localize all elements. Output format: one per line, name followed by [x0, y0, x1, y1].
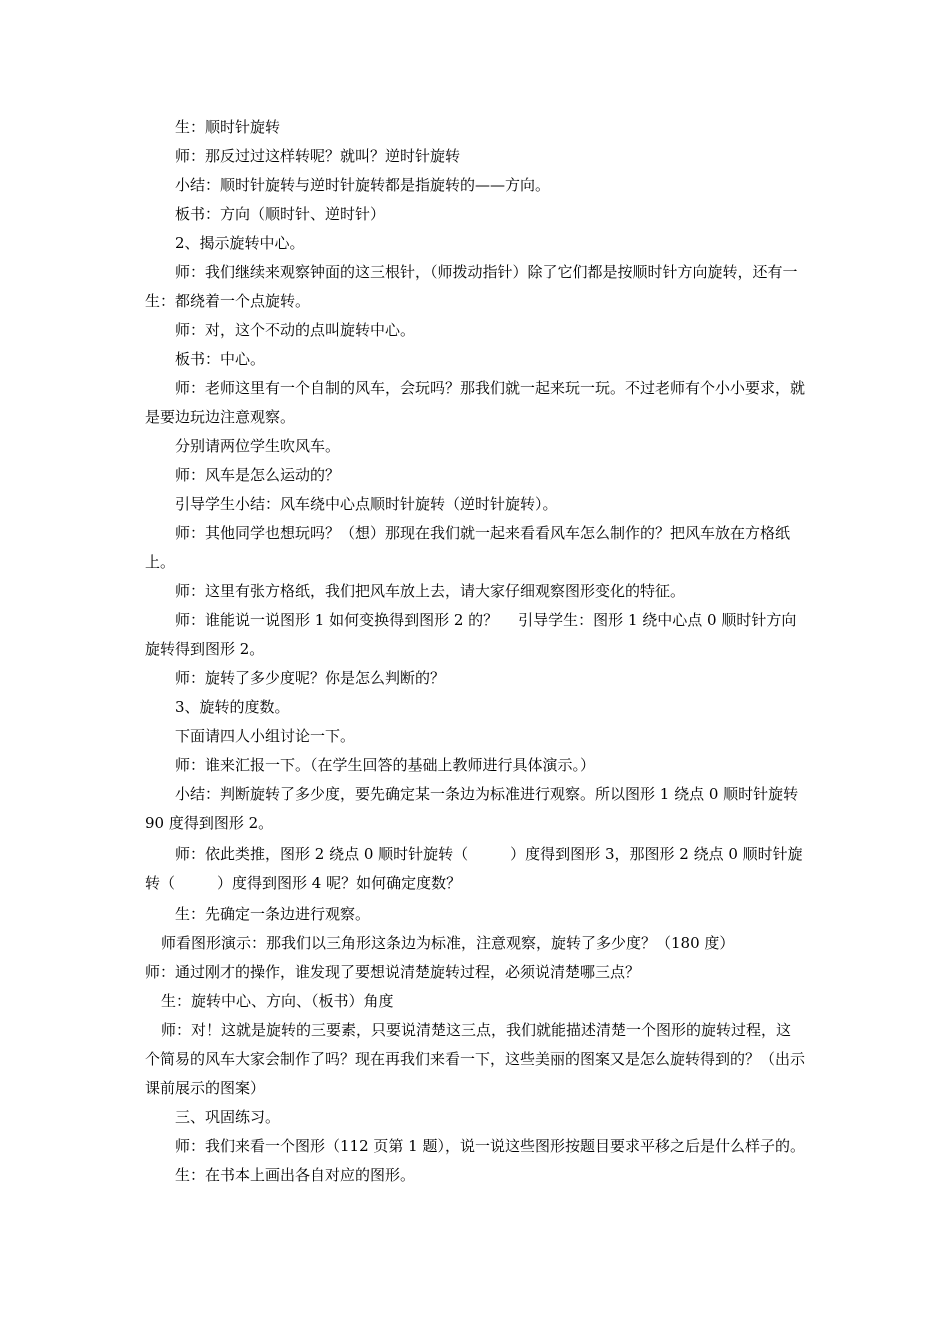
- paragraph: 师：那反过过这样转呢？就叫？逆时针旋转: [175, 147, 461, 165]
- paragraph: 师：老师这里有一个自制的风车，会玩吗？那我们就一起来玩一玩。不过老师有个小小要求，就是要边玩边注意观察。: [145, 379, 806, 426]
- paragraph: 师：我们来看一个图形（112 页第 1 题），说一说这些图形按题目要求平移之后是什么样子的。: [175, 1137, 805, 1155]
- section-heading: 2、揭示旋转中心。: [175, 234, 305, 252]
- paragraph: 师：谁来汇报一下。（在学生回答的基础上教师进行具体演示。）: [175, 756, 596, 774]
- section-heading: 三、巩固练习。: [175, 1108, 281, 1126]
- paragraph: 生：在书本上画出各自对应的图形。: [175, 1166, 416, 1184]
- paragraph: 师：我们继续来观察钟面的这三根针，（师拨动指针）除了它们都是按顺时针方向旋转，还有一生：都绕着一个点旋转。: [145, 263, 798, 310]
- paragraph: 板书：中心。: [175, 350, 266, 368]
- paragraph: [145, 840, 805, 898]
- paragraph: 下面请四人小组讨论一下。: [175, 727, 356, 745]
- paragraph: 生：顺时针旋转: [175, 118, 281, 136]
- paragraph-part: 引导学生：图形 1 绕中心点 0 顺时针方向旋转得到图形 2。: [145, 611, 797, 658]
- paragraph: [145, 606, 805, 664]
- paragraph-part: 师：谁能说一说图形 1 如何变换得到图形 2 的？: [175, 611, 499, 629]
- paragraph: 板书：方向（顺时针、逆时针）: [175, 205, 386, 223]
- paragraph: 小结：判断旋转了多少度，要先确定某一条边为标准进行观察。所以图形 1 绕点 0 顺时针旋转 90 度得到图形 2。: [145, 785, 799, 832]
- paragraph: 引导学生小结：风车绕中心点顺时针旋转（逆时针旋转）。: [175, 495, 558, 513]
- paragraph: 生：旋转中心、方向、（板书）角度: [161, 992, 394, 1010]
- paragraph: 师看图形演示：那我们以三角形这条边为标准，注意观察，旋转了多少度？（180 度）: [161, 934, 735, 952]
- paragraph: 小结：顺时针旋转与逆时针旋转都是指旋转的——方向。: [175, 176, 551, 194]
- section-heading: 3、旋转的度数。: [175, 698, 290, 716]
- paragraph-part: 师：依此类推，图形 2 绕点 0 顺时针旋转（: [175, 845, 469, 863]
- document-body: [145, 113, 805, 1190]
- paragraph: 师：对，这个不动的点叫旋转中心。: [175, 321, 416, 339]
- paragraph: 分别请两位学生吹风车。: [175, 437, 341, 455]
- paragraph-part: ）度得到图形 3，那图形 2 绕点 0 顺时针旋转（: [145, 845, 803, 892]
- paragraph-part: ）度得到图形 4 呢？如何确定度数？: [217, 874, 462, 892]
- paragraph: 师：对！这就是旋转的三要素，只要说清楚这三点，我们就能描述清楚一个图形的旋转过程，这个简易的风车大家会制作了吗？现在再我们来看一下，这些美丽的图案又是怎么旋转得到的？（出示课前展示的图案）: [145, 1021, 806, 1097]
- paragraph: 师：风车是怎么运动的？: [175, 466, 341, 484]
- paragraph: 师：这里有张方格纸，我们把风车放上去，请大家仔细观察图形变化的特征。: [175, 582, 686, 600]
- paragraph: 师：旋转了多少度呢？你是怎么判断的？: [175, 669, 446, 687]
- paragraph: 师：通过刚才的操作，谁发现了要想说清楚旋转过程，必须说清楚哪三点？: [145, 963, 641, 981]
- paragraph: 生：先确定一条边进行观察。: [175, 905, 371, 923]
- paragraph: 师：其他同学也想玩吗？（想）那现在我们就一起来看看风车怎么制作的？把风车放在方格纸上。: [145, 524, 791, 571]
